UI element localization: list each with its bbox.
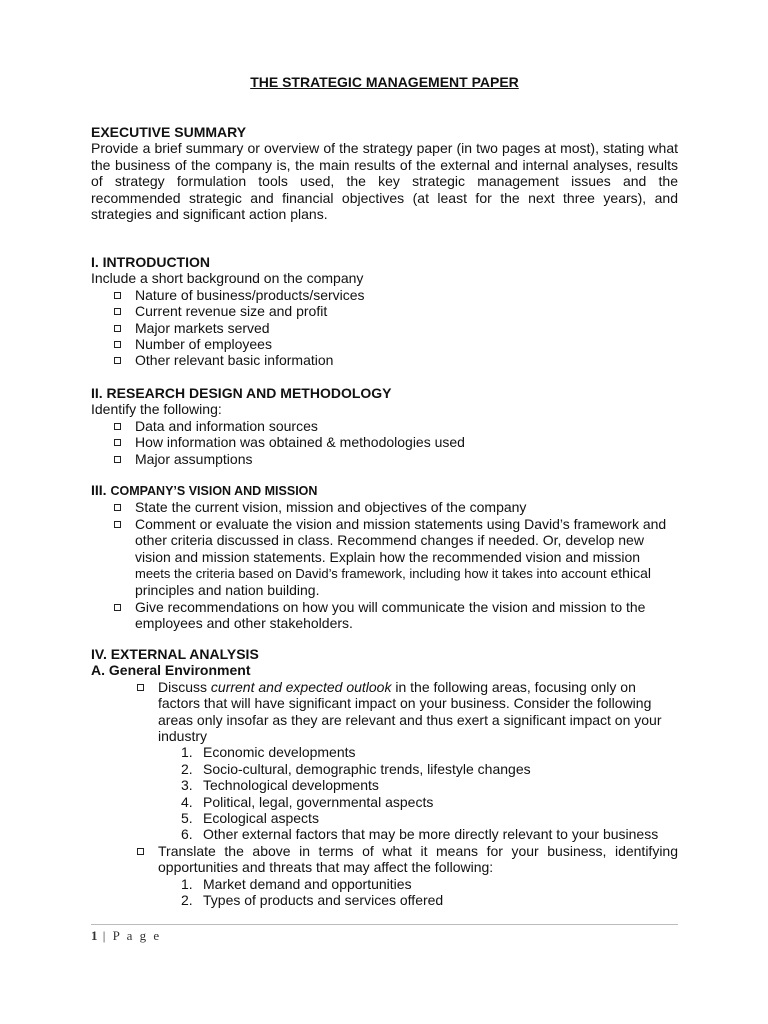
list-item: Nature of business/products/services bbox=[91, 287, 678, 303]
translate-items-list bbox=[91, 876, 678, 909]
vision-section bbox=[91, 482, 678, 632]
vision-list bbox=[91, 499, 678, 631]
list-item: Data and information sources bbox=[91, 418, 678, 434]
external-analysis-heading: IV. EXTERNAL ANALYSIS bbox=[91, 646, 259, 662]
list-item: 5. Ecological aspects bbox=[181, 810, 319, 827]
list-item bbox=[91, 679, 678, 745]
list-item bbox=[91, 516, 678, 599]
list-item: Other relevant basic information bbox=[91, 352, 678, 368]
list-item: Give recommendations on how you will communicate the vision and mission to the employees and other stakeholders. bbox=[91, 599, 678, 632]
general-environment-heading: A. General Environment bbox=[91, 662, 251, 679]
page-number: 1 bbox=[91, 928, 98, 943]
vision-item2-part-c: ethical principles and nation building. bbox=[135, 565, 651, 599]
areas-list bbox=[91, 744, 678, 842]
list-item: Translate the above in terms of what it means for your business, identifying opportunities and threats that may affect the following: bbox=[91, 843, 678, 876]
research-list bbox=[91, 418, 678, 467]
discuss-text: in the following areas, focusing only on factors that will have significant impact on your business. Consider the following areas only insofar as they are relevant and thus exert a significant impact on your industry bbox=[158, 678, 662, 745]
list-item: State the current vision, mission and objectives of the company bbox=[91, 499, 678, 515]
list-item: Major assumptions bbox=[91, 451, 678, 467]
vision-item2-part-a: Comment or evaluate the vision and mission statements using David’s framework and other criteria discussed in class. Recommend changes if needed. Or, develop new vision and mission statements. Explain how the recommended vision and mission bbox=[135, 515, 667, 565]
research-section bbox=[91, 385, 678, 467]
executive-summary-heading: EXECUTIVE SUMMARY bbox=[91, 124, 247, 140]
discuss-prefix: Discuss bbox=[158, 678, 211, 695]
list-item: 4. Political, legal, governmental aspects bbox=[181, 793, 434, 810]
introduction-list bbox=[91, 287, 678, 369]
list-item: Major markets served bbox=[91, 320, 678, 336]
page-footer bbox=[91, 928, 161, 944]
list-item: 3. Technological developments bbox=[181, 777, 379, 794]
list-item: How information was obtained & methodologies used bbox=[91, 434, 678, 450]
list-item: 6. Other external factors that may be more directly relevant to your business bbox=[181, 826, 659, 843]
vision-heading-number: III. bbox=[91, 482, 107, 498]
footer-divider bbox=[91, 924, 678, 925]
external-list bbox=[91, 679, 678, 745]
external-analysis-section bbox=[91, 646, 678, 843]
introduction-lead: Include a short background on the company bbox=[91, 270, 364, 287]
list-item: Current revenue size and profit bbox=[91, 303, 678, 319]
executive-summary-section bbox=[91, 124, 678, 222]
introduction-section bbox=[91, 254, 678, 369]
vision-heading-text: COMPANY’S VISION AND MISSION bbox=[110, 484, 318, 498]
vision-item2-part-b: meets the criteria based on David’s framework, including how it takes into account bbox=[135, 566, 607, 582]
discuss-emphasis: current and expected outlook bbox=[210, 678, 392, 695]
translate-list bbox=[91, 843, 678, 876]
executive-summary-text: Provide a brief summary or overview of the strategy paper (in two pages at most), stating what the business of the company is, the main results of the external and internal analyses, results of strategy formulation tools used, the key strategic management issues and the recommended strategic and financial objectives (at least for the next three years), and strategies and significant action plans. bbox=[91, 140, 678, 223]
page-title: THE STRATEGIC MANAGEMENT PAPER bbox=[250, 74, 519, 90]
research-lead: Identify the following: bbox=[91, 401, 222, 418]
list-item: 2. Socio-cultural, demographic trends, lifestyle changes bbox=[181, 760, 531, 777]
list-item: 1. Market demand and opportunities bbox=[181, 875, 412, 892]
introduction-heading: I. INTRODUCTION bbox=[91, 254, 210, 270]
footer-page-label: P a g e bbox=[112, 928, 162, 943]
vision-heading bbox=[91, 482, 678, 499]
translate-section bbox=[91, 843, 678, 909]
research-heading: II. RESEARCH DESIGN AND METHODOLOGY bbox=[91, 385, 392, 401]
list-item: 2. Types of products and services offered bbox=[181, 892, 444, 909]
list-item: Number of employees bbox=[91, 336, 678, 352]
footer-separator: | bbox=[97, 928, 113, 943]
list-item: 1. Economic developments bbox=[181, 744, 356, 761]
